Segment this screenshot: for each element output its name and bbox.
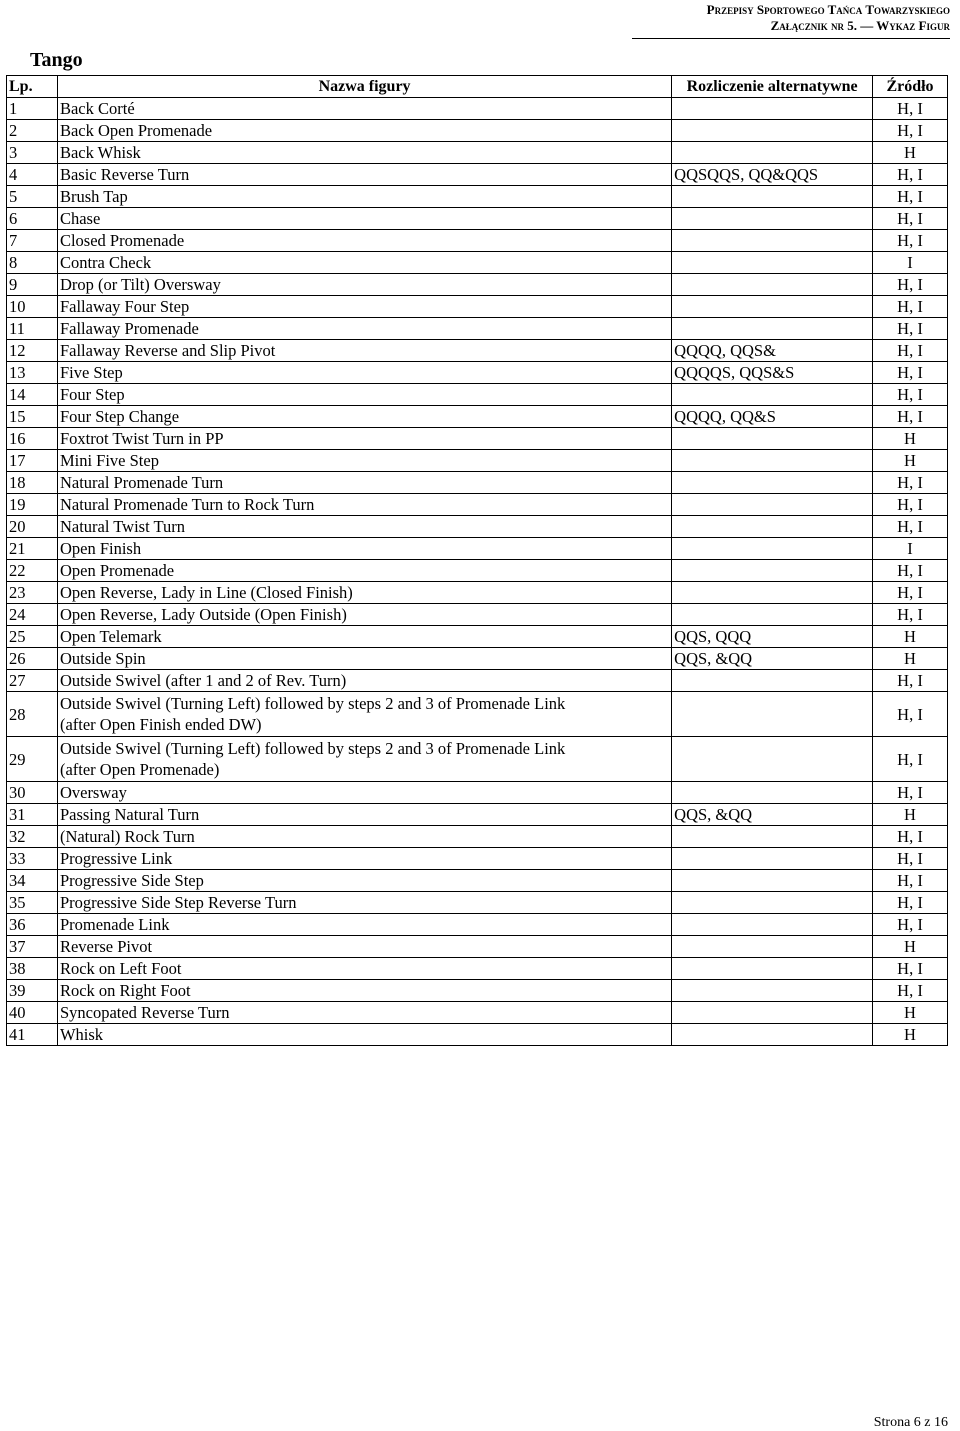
row-number: 35 — [7, 892, 58, 914]
figure-name: Back Whisk — [57, 142, 671, 164]
table-row — [7, 936, 948, 958]
column-header-lp: Lp. — [7, 76, 58, 98]
alternative-count: QQS, &QQ — [672, 648, 873, 670]
figure-name-line1: Outside Swivel (Turning Left) followed by steps 2 and 3 of Promenade Link — [59, 694, 566, 713]
figure-name: Progressive Side Step — [57, 870, 671, 892]
source: H — [873, 428, 948, 450]
figure-name: Brush Tap — [57, 186, 671, 208]
alternative-count — [672, 428, 873, 450]
figure-name: Fallaway Promenade — [57, 318, 671, 340]
alternative-count — [672, 604, 873, 626]
alternative-count — [672, 142, 873, 164]
alternative-count — [672, 892, 873, 914]
table-row — [7, 648, 948, 670]
row-number: 4 — [7, 164, 58, 186]
table-row — [7, 1002, 948, 1024]
figure-name: Four Step Change — [57, 406, 671, 428]
table-row — [7, 516, 948, 538]
figure-name — [57, 737, 671, 782]
figure-name: Natural Twist Turn — [57, 516, 671, 538]
source: H, I — [873, 670, 948, 692]
alternative-count — [672, 230, 873, 252]
alternative-count — [672, 1024, 873, 1046]
table-row — [7, 406, 948, 428]
alternative-count — [672, 670, 873, 692]
section-title: Tango — [30, 49, 83, 71]
row-number: 17 — [7, 450, 58, 472]
alternative-count — [672, 296, 873, 318]
table-row — [7, 494, 948, 516]
table-row — [7, 296, 948, 318]
row-number: 41 — [7, 1024, 58, 1046]
row-number: 38 — [7, 958, 58, 980]
alternative-count — [672, 936, 873, 958]
alternative-count: QQQQ, QQ&S — [672, 406, 873, 428]
row-number: 27 — [7, 670, 58, 692]
figure-name: Syncopated Reverse Turn — [57, 1002, 671, 1024]
figure-name: Progressive Side Step Reverse Turn — [57, 892, 671, 914]
figure-name: Passing Natural Turn — [57, 804, 671, 826]
alternative-count — [672, 848, 873, 870]
table-row — [7, 208, 948, 230]
source: H — [873, 626, 948, 648]
figure-name: Back Corté — [57, 98, 671, 120]
figure-name: Foxtrot Twist Turn in PP — [57, 428, 671, 450]
source: H, I — [873, 494, 948, 516]
table-row — [7, 142, 948, 164]
alternative-count — [672, 980, 873, 1002]
row-number: 13 — [7, 362, 58, 384]
table-row — [7, 98, 948, 120]
figure-name: Oversway — [57, 782, 671, 804]
figure-name: Fallaway Reverse and Slip Pivot — [57, 340, 671, 362]
row-number: 39 — [7, 980, 58, 1002]
table-row — [7, 692, 948, 737]
alternative-count — [672, 692, 873, 737]
row-number: 29 — [7, 737, 58, 782]
table-row — [7, 472, 948, 494]
source: H, I — [873, 958, 948, 980]
table-row — [7, 670, 948, 692]
source: H, I — [873, 318, 948, 340]
table-row — [7, 582, 948, 604]
figure-name: Progressive Link — [57, 848, 671, 870]
source: H, I — [873, 120, 948, 142]
column-header-source: Źródło — [873, 76, 948, 98]
figure-name: (Natural) Rock Turn — [57, 826, 671, 848]
figure-name: Basic Reverse Turn — [57, 164, 671, 186]
row-number: 36 — [7, 914, 58, 936]
row-number: 25 — [7, 626, 58, 648]
table-row — [7, 737, 948, 782]
alternative-count — [672, 208, 873, 230]
header-document-title: Przepisy Sportowego Tańca Towarzyskiego — [706, 2, 950, 17]
source: H, I — [873, 692, 948, 737]
table-row — [7, 980, 948, 1002]
row-number: 37 — [7, 936, 58, 958]
alternative-count: QQQQS, QQS&S — [672, 362, 873, 384]
source: H, I — [873, 472, 948, 494]
alternative-count — [672, 1002, 873, 1024]
row-number: 33 — [7, 848, 58, 870]
figure-name: Natural Promenade Turn — [57, 472, 671, 494]
source: H — [873, 450, 948, 472]
alternative-count — [672, 538, 873, 560]
table-row — [7, 560, 948, 582]
table-row — [7, 870, 948, 892]
row-number: 18 — [7, 472, 58, 494]
source: H, I — [873, 782, 948, 804]
alternative-count — [672, 737, 873, 782]
source: H, I — [873, 870, 948, 892]
table-row — [7, 538, 948, 560]
source: H, I — [873, 914, 948, 936]
alternative-count — [672, 782, 873, 804]
alternative-count — [672, 582, 873, 604]
table-row — [7, 428, 948, 450]
figure-name: Open Promenade — [57, 560, 671, 582]
source: H, I — [873, 230, 948, 252]
source: H, I — [873, 826, 948, 848]
alternative-count — [672, 186, 873, 208]
row-number: 23 — [7, 582, 58, 604]
figure-name: Fallaway Four Step — [57, 296, 671, 318]
figure-name: Open Telemark — [57, 626, 671, 648]
row-number: 1 — [7, 98, 58, 120]
row-number: 12 — [7, 340, 58, 362]
source: H, I — [873, 98, 948, 120]
alternative-count — [672, 274, 873, 296]
row-number: 34 — [7, 870, 58, 892]
source: H, I — [873, 560, 948, 582]
figure-name-line1: Outside Swivel (Turning Left) followed by steps 2 and 3 of Promenade Link — [59, 739, 566, 758]
source: H, I — [873, 516, 948, 538]
row-number: 10 — [7, 296, 58, 318]
figure-name: Back Open Promenade — [57, 120, 671, 142]
table-row — [7, 252, 948, 274]
alternative-count — [672, 472, 873, 494]
row-number: 11 — [7, 318, 58, 340]
table-row — [7, 230, 948, 252]
figure-name: Reverse Pivot — [57, 936, 671, 958]
row-number: 9 — [7, 274, 58, 296]
table-row — [7, 384, 948, 406]
figure-name-line2: (after Open Promenade) — [59, 760, 220, 779]
alternative-count — [672, 384, 873, 406]
row-number: 31 — [7, 804, 58, 826]
alternative-count — [672, 826, 873, 848]
figure-name — [57, 692, 671, 737]
source: H — [873, 648, 948, 670]
source: H — [873, 142, 948, 164]
figure-name: Five Step — [57, 362, 671, 384]
page-number: Strona 6 z 16 — [873, 1415, 948, 1430]
alternative-count — [672, 560, 873, 582]
source: H, I — [873, 582, 948, 604]
row-number: 19 — [7, 494, 58, 516]
figure-name: Open Finish — [57, 538, 671, 560]
source: H, I — [873, 186, 948, 208]
table-row — [7, 782, 948, 804]
alternative-count — [672, 958, 873, 980]
row-number: 5 — [7, 186, 58, 208]
table-row — [7, 362, 948, 384]
row-number: 21 — [7, 538, 58, 560]
row-number: 3 — [7, 142, 58, 164]
table-row — [7, 826, 948, 848]
source: H, I — [873, 296, 948, 318]
row-number: 14 — [7, 384, 58, 406]
figure-name: Drop (or Tilt) Oversway — [57, 274, 671, 296]
row-number: 16 — [7, 428, 58, 450]
alternative-count: QQS, QQQ — [672, 626, 873, 648]
source: H, I — [873, 406, 948, 428]
table-body — [7, 98, 948, 1046]
alternative-count — [672, 516, 873, 538]
table-header-row — [7, 76, 948, 98]
figures-table — [6, 75, 948, 1046]
source: I — [873, 538, 948, 560]
figure-name: Closed Promenade — [57, 230, 671, 252]
figure-name: Open Reverse, Lady Outside (Open Finish) — [57, 604, 671, 626]
table-row — [7, 340, 948, 362]
row-number: 2 — [7, 120, 58, 142]
alternative-count — [672, 120, 873, 142]
figure-name: Rock on Right Foot — [57, 980, 671, 1002]
table-row — [7, 958, 948, 980]
source: H, I — [873, 274, 948, 296]
table-row — [7, 914, 948, 936]
alternative-count — [672, 450, 873, 472]
table-row — [7, 318, 948, 340]
table-row — [7, 186, 948, 208]
table-row — [7, 450, 948, 472]
figure-name: Contra Check — [57, 252, 671, 274]
source: I — [873, 252, 948, 274]
figure-name: Chase — [57, 208, 671, 230]
table-row — [7, 626, 948, 648]
alternative-count: QQSQQS, QQ&QQS — [672, 164, 873, 186]
figure-name: Open Reverse, Lady in Line (Closed Finish) — [57, 582, 671, 604]
figure-name: Outside Swivel (after 1 and 2 of Rev. Turn) — [57, 670, 671, 692]
row-number: 22 — [7, 560, 58, 582]
table-row — [7, 804, 948, 826]
row-number: 6 — [7, 208, 58, 230]
header-divider — [632, 38, 950, 39]
source: H, I — [873, 848, 948, 870]
source: H, I — [873, 737, 948, 782]
figure-name: Rock on Left Foot — [57, 958, 671, 980]
row-number: 8 — [7, 252, 58, 274]
row-number: 15 — [7, 406, 58, 428]
source: H, I — [873, 340, 948, 362]
alternative-count: QQS, &QQ — [672, 804, 873, 826]
table-row — [7, 604, 948, 626]
alternative-count — [672, 494, 873, 516]
table-row — [7, 848, 948, 870]
source: H, I — [873, 362, 948, 384]
alternative-count: QQQQ, QQS& — [672, 340, 873, 362]
running-header — [707, 2, 950, 34]
figure-name: Natural Promenade Turn to Rock Turn — [57, 494, 671, 516]
source: H, I — [873, 208, 948, 230]
figure-name: Promenade Link — [57, 914, 671, 936]
table-row — [7, 1024, 948, 1046]
table-row — [7, 892, 948, 914]
source: H, I — [873, 604, 948, 626]
source: H, I — [873, 164, 948, 186]
alternative-count — [672, 252, 873, 274]
figure-name: Four Step — [57, 384, 671, 406]
row-number: 20 — [7, 516, 58, 538]
figure-name-line2: (after Open Finish ended DW) — [59, 715, 262, 734]
table-row — [7, 274, 948, 296]
column-header-name: Nazwa figury — [57, 76, 671, 98]
figure-name: Whisk — [57, 1024, 671, 1046]
figure-name: Outside Spin — [57, 648, 671, 670]
row-number: 28 — [7, 692, 58, 737]
source: H — [873, 804, 948, 826]
source: H, I — [873, 384, 948, 406]
row-number: 24 — [7, 604, 58, 626]
source: H — [873, 1002, 948, 1024]
table-row — [7, 164, 948, 186]
row-number: 40 — [7, 1002, 58, 1024]
alternative-count — [672, 870, 873, 892]
source: H — [873, 1024, 948, 1046]
source: H, I — [873, 980, 948, 1002]
row-number: 30 — [7, 782, 58, 804]
alternative-count — [672, 98, 873, 120]
alternative-count — [672, 914, 873, 936]
row-number: 26 — [7, 648, 58, 670]
table-row — [7, 120, 948, 142]
column-header-alternative: Rozliczenie alternatywne — [672, 76, 873, 98]
source: H — [873, 936, 948, 958]
alternative-count — [672, 318, 873, 340]
figure-name: Mini Five Step — [57, 450, 671, 472]
row-number: 7 — [7, 230, 58, 252]
header-appendix-title: Załącznik nr 5. — Wykaz Figur — [770, 18, 950, 33]
source: H, I — [873, 892, 948, 914]
row-number: 32 — [7, 826, 58, 848]
